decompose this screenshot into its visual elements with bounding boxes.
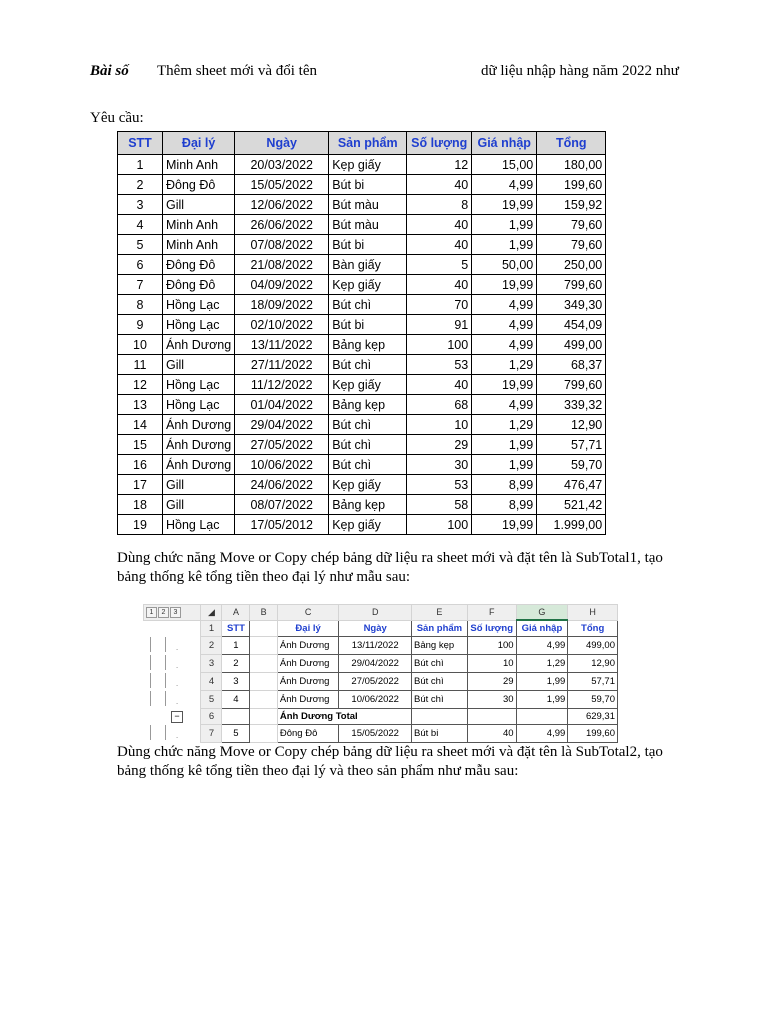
stt-cell: 11: [118, 355, 163, 375]
excel-header-agent[interactable]: Đại lý: [277, 620, 339, 637]
quantity-cell: 40: [407, 235, 472, 255]
product-cell: Kẹp giấy: [329, 155, 407, 175]
quantity-cell: 70: [407, 295, 472, 315]
quantity-cell: 10: [407, 415, 472, 435]
excel-subtotal-sample: [143, 604, 618, 743]
price-cell: 19,99: [472, 195, 537, 215]
quantity-cell: 100: [407, 515, 472, 535]
total-cell: 57,71: [537, 435, 606, 455]
price-cell: 4,99: [472, 295, 537, 315]
product-cell[interactable]: Bút bi: [412, 725, 468, 743]
agent-cell: Gill: [163, 495, 235, 515]
total-cell[interactable]: 12,90: [568, 655, 618, 673]
quantity-cell: 40: [407, 215, 472, 235]
table-row: [118, 255, 606, 275]
header-stt: STT: [118, 132, 163, 155]
agent-cell: Hồng Lạc: [163, 515, 235, 535]
excel-header-product[interactable]: Sản phẩm: [412, 620, 468, 637]
total-cell: 79,60: [537, 235, 606, 255]
total-cell[interactable]: 59,70: [568, 691, 618, 709]
excel-total-row: [144, 709, 618, 725]
date-cell: 29/04/2022: [235, 415, 329, 435]
total-cell: 339,32: [537, 395, 606, 415]
date-cell: 21/08/2022: [235, 255, 329, 275]
instruction-right: dữ liệu nhập hàng năm 2022 như: [481, 63, 679, 79]
product-cell: Kẹp giấy: [329, 475, 407, 495]
header-price: Giá nhập: [472, 132, 537, 155]
quantity-cell: 53: [407, 355, 472, 375]
price-cell[interactable]: 4,99: [516, 637, 568, 655]
col-b-header[interactable]: B: [250, 605, 277, 621]
header-agent: Đại lý: [163, 132, 235, 155]
total-cell[interactable]: 199,60: [568, 725, 618, 743]
table-row: [118, 155, 606, 175]
date-cell[interactable]: 15/05/2022: [339, 725, 412, 743]
stt-cell: 4: [118, 215, 163, 235]
stt-cell: 12: [118, 375, 163, 395]
stt-cell: 6: [118, 255, 163, 275]
agent-cell: Đông Đô: [163, 275, 235, 295]
outline-level-3-button[interactable]: 3: [170, 607, 181, 618]
stt-cell[interactable]: 5: [222, 725, 250, 743]
agent-cell: Gill: [163, 195, 235, 215]
price-cell: 15,00: [472, 155, 537, 175]
stt-cell: 7: [118, 275, 163, 295]
date-cell: 08/07/2022: [235, 495, 329, 515]
product-cell: Bàn giấy: [329, 255, 407, 275]
agent-cell: Gill: [163, 475, 235, 495]
quantity-cell: 30: [407, 455, 472, 475]
stt-cell: 18: [118, 495, 163, 515]
row-number[interactable]: 7: [201, 725, 222, 743]
row-number[interactable]: 1: [201, 620, 222, 637]
product-cell: Kẹp giấy: [329, 515, 407, 535]
agent-cell: Ánh Dương: [163, 335, 235, 355]
quantity-cell: 5: [407, 255, 472, 275]
date-cell: 01/04/2022: [235, 395, 329, 415]
product-cell: Kẹp giấy: [329, 275, 407, 295]
total-cell: 476,47: [537, 475, 606, 495]
agent-cell: Minh Anh: [163, 215, 235, 235]
product-cell: Kẹp giấy: [329, 375, 407, 395]
total-cell: 799,60: [537, 375, 606, 395]
quantity-cell: 12: [407, 155, 472, 175]
stt-cell[interactable]: 2: [222, 655, 250, 673]
date-cell: 17/05/2012: [235, 515, 329, 535]
stt-cell: 19: [118, 515, 163, 535]
date-cell: 04/09/2022: [235, 275, 329, 295]
stt-cell: 13: [118, 395, 163, 415]
total-cell: 79,60: [537, 215, 606, 235]
excel-column-header-row: [144, 605, 618, 621]
product-cell[interactable]: Bút chì: [412, 691, 468, 709]
total-cell: 499,00: [537, 335, 606, 355]
excel-header-stt[interactable]: STT: [222, 620, 250, 637]
col-a-header[interactable]: A: [222, 605, 250, 621]
stt-cell: 16: [118, 455, 163, 475]
quantity-cell: 40: [407, 375, 472, 395]
date-cell: 15/05/2022: [235, 175, 329, 195]
excel-data-row: · 3 2 Ánh Dương 29/04/2022 Bút chì 10 1,29 12,90: [144, 655, 618, 673]
price-cell: 8,99: [472, 475, 537, 495]
outline-level-2-button[interactable]: 2: [158, 607, 169, 618]
collapse-group-icon[interactable]: −: [171, 711, 183, 723]
agent-cell: Ánh Dương: [163, 435, 235, 455]
price-cell: 50,00: [472, 255, 537, 275]
product-cell: Bảng kẹp: [329, 495, 407, 515]
price-cell[interactable]: 1,29: [516, 655, 568, 673]
agent-cell: Ánh Dương: [163, 455, 235, 475]
table-row: [118, 235, 606, 255]
product-cell: Bút chì: [329, 455, 407, 475]
quantity-cell: 40: [407, 175, 472, 195]
stt-cell: 8: [118, 295, 163, 315]
quantity-cell: 53: [407, 475, 472, 495]
exercise-number-label: Bài số: [90, 63, 129, 79]
date-cell: 20/03/2022: [235, 155, 329, 175]
total-cell: 1.999,00: [537, 515, 606, 535]
stt-cell: 5: [118, 235, 163, 255]
price-cell: 1,99: [472, 235, 537, 255]
agent-cell[interactable]: Ánh Dương: [277, 673, 339, 691]
stt-cell: 14: [118, 415, 163, 435]
price-cell: 1,29: [472, 355, 537, 375]
total-cell: 59,70: [537, 455, 606, 475]
total-cell: 799,60: [537, 275, 606, 295]
agent-cell[interactable]: Ánh Dương: [277, 655, 339, 673]
table-row: [118, 455, 606, 475]
product-cell: Bút bi: [329, 175, 407, 195]
table-row: [118, 315, 606, 335]
row-number[interactable]: 2: [201, 637, 222, 655]
quantity-cell: 29: [407, 435, 472, 455]
outline-level-1-button[interactable]: 1: [146, 607, 157, 618]
table-row: [118, 195, 606, 215]
price-cell: 1,29: [472, 415, 537, 435]
price-cell: 1,99: [472, 215, 537, 235]
excel-header-total[interactable]: Tổng: [568, 620, 618, 637]
product-cell[interactable]: Bảng kẹp: [412, 637, 468, 655]
price-cell[interactable]: 1,99: [516, 691, 568, 709]
total-cell[interactable]: 57,71: [568, 673, 618, 691]
price-cell[interactable]: 1,99: [516, 673, 568, 691]
excel-data-row: · 5 4 Ánh Dương 10/06/2022 Bút chì 30 1,99 59,70: [144, 691, 618, 709]
date-cell: 11/12/2022: [235, 375, 329, 395]
total-cell: 180,00: [537, 155, 606, 175]
product-cell: Bút màu: [329, 215, 407, 235]
agent-cell: Minh Anh: [163, 155, 235, 175]
quantity-cell[interactable]: 40: [467, 725, 516, 743]
product-cell: Bút màu: [329, 195, 407, 215]
quantity-cell[interactable]: 30: [467, 691, 516, 709]
product-cell[interactable]: Bút chì: [412, 655, 468, 673]
stt-cell[interactable]: 1: [222, 637, 250, 655]
date-cell: 24/06/2022: [235, 475, 329, 495]
date-cell[interactable]: 29/04/2022: [339, 655, 412, 673]
stt-cell: 9: [118, 315, 163, 335]
excel-header-date[interactable]: Ngày: [339, 620, 412, 637]
table-body: [118, 155, 606, 535]
stt-cell: 15: [118, 435, 163, 455]
col-h-header[interactable]: H: [568, 605, 618, 621]
excel-header-price[interactable]: Giá nhập: [516, 620, 568, 637]
stt-cell: 2: [118, 175, 163, 195]
product-cell: Bảng kẹp: [329, 335, 407, 355]
product-cell: Bút bi: [329, 315, 407, 335]
quantity-cell[interactable]: 10: [467, 655, 516, 673]
date-cell[interactable]: 13/11/2022: [339, 637, 412, 655]
agent-cell: Minh Anh: [163, 235, 235, 255]
row-number[interactable]: 5: [201, 691, 222, 709]
table-row: [118, 475, 606, 495]
product-cell: Bút bi: [329, 235, 407, 255]
agent-cell: Đông Đô: [163, 175, 235, 195]
product-cell: Bút chì: [329, 295, 407, 315]
price-cell: 4,99: [472, 395, 537, 415]
price-cell: 4,99: [472, 335, 537, 355]
stt-cell[interactable]: 3: [222, 673, 250, 691]
quantity-cell: 58: [407, 495, 472, 515]
quantity-cell: 40: [407, 275, 472, 295]
date-cell: 07/08/2022: [235, 235, 329, 255]
col-d-header[interactable]: D: [339, 605, 412, 621]
quantity-cell[interactable]: 100: [467, 637, 516, 655]
total-cell: 349,30: [537, 295, 606, 315]
date-cell: 27/05/2022: [235, 435, 329, 455]
group-total-label[interactable]: Ánh Dương Total: [277, 709, 411, 725]
price-cell[interactable]: 4,99: [516, 725, 568, 743]
table-row: [118, 355, 606, 375]
price-cell: 19,99: [472, 275, 537, 295]
paragraph1-line1: Dùng chức năng Move or Copy chép bảng dữ liệu ra sheet mới và đặt tên là SubTotal1, tạo: [117, 550, 663, 566]
stt-cell: 3: [118, 195, 163, 215]
total-cell[interactable]: 499,00: [568, 637, 618, 655]
table-row: [118, 495, 606, 515]
header-product: Sản phẩm: [329, 132, 407, 155]
date-cell: 12/06/2022: [235, 195, 329, 215]
total-cell: 159,92: [537, 195, 606, 215]
product-cell: Bút chì: [329, 435, 407, 455]
group-total-value[interactable]: 629,31: [568, 709, 618, 725]
product-cell: Bảng kẹp: [329, 395, 407, 415]
total-cell: 12,90: [537, 415, 606, 435]
header-date: Ngày: [235, 132, 329, 155]
price-cell: 4,99: [472, 175, 537, 195]
outline-level-buttons: [144, 605, 201, 621]
price-cell: 1,99: [472, 435, 537, 455]
product-cell: Bút chì: [329, 415, 407, 435]
col-g-header[interactable]: G: [516, 605, 568, 621]
price-cell: 8,99: [472, 495, 537, 515]
excel-data-row: · 2 1 Ánh Dương 13/11/2022 Bảng kẹp 100 4,99 499,00: [144, 637, 618, 655]
table-header-row: [118, 132, 606, 155]
quantity-cell[interactable]: 29: [467, 673, 516, 691]
header-quantity: Số lượng: [407, 132, 472, 155]
total-cell: 454,09: [537, 315, 606, 335]
agent-cell: Ánh Dương: [163, 415, 235, 435]
price-cell: 1,99: [472, 455, 537, 475]
table-row: [118, 175, 606, 195]
paragraph2-line2: bảng thống kê tổng tiền theo đại lý và theo sản phẩm như mẫu sau:: [117, 763, 519, 779]
excel-data-row: · 4 3 Ánh Dương 27/05/2022 Bút chì 29 1,99 57,71: [144, 673, 618, 691]
date-cell: 10/06/2022: [235, 455, 329, 475]
date-cell: 26/06/2022: [235, 215, 329, 235]
date-cell[interactable]: 27/05/2022: [339, 673, 412, 691]
agent-cell: Hồng Lạc: [163, 315, 235, 335]
table-row: [118, 375, 606, 395]
stt-cell: 10: [118, 335, 163, 355]
quantity-cell: 8: [407, 195, 472, 215]
agent-cell: Hồng Lạc: [163, 375, 235, 395]
select-all-corner[interactable]: ◢: [201, 605, 222, 621]
table-row: [118, 335, 606, 355]
date-cell: 18/09/2022: [235, 295, 329, 315]
excel-data-row: · 7 5 Đông Đô 15/05/2022 Bút bi 40 4,99 199,60: [144, 725, 618, 743]
row-number[interactable]: 3: [201, 655, 222, 673]
excel-header-quantity[interactable]: Số lượng: [467, 620, 516, 637]
product-cell: Bút chì: [329, 355, 407, 375]
purchase-data-table: [117, 131, 606, 535]
agent-cell: Hồng Lạc: [163, 295, 235, 315]
stt-cell: 17: [118, 475, 163, 495]
agent-cell[interactable]: Ánh Dương: [277, 637, 339, 655]
agent-cell: Hồng Lạc: [163, 395, 235, 415]
agent-cell[interactable]: Ánh Dương: [277, 691, 339, 709]
agent-cell[interactable]: Đông Đô: [277, 725, 339, 743]
date-cell: 13/11/2022: [235, 335, 329, 355]
agent-cell: Gill: [163, 355, 235, 375]
stt-cell[interactable]: 4: [222, 691, 250, 709]
total-cell: 521,42: [537, 495, 606, 515]
table-row: [118, 215, 606, 235]
total-cell: 68,37: [537, 355, 606, 375]
header-total: Tổng: [537, 132, 606, 155]
instruction-left: Thêm sheet mới và đổi tên: [157, 63, 317, 79]
quantity-cell: 91: [407, 315, 472, 335]
stt-cell: 1: [118, 155, 163, 175]
paragraph1-line2: bảng thống kê tổng tiền theo đại lý như mẫu sau:: [117, 569, 411, 585]
col-f-header[interactable]: F: [467, 605, 516, 621]
date-cell[interactable]: 10/06/2022: [339, 691, 412, 709]
table-row: [118, 295, 606, 315]
product-cell[interactable]: Bút chì: [412, 673, 468, 691]
table-row: [118, 275, 606, 295]
agent-cell: Đông Đô: [163, 255, 235, 275]
price-cell: 19,99: [472, 515, 537, 535]
row-number[interactable]: 6: [201, 709, 222, 725]
table-row: [118, 515, 606, 535]
row-number[interactable]: 4: [201, 673, 222, 691]
quantity-cell: 68: [407, 395, 472, 415]
col-c-header[interactable]: C: [277, 605, 339, 621]
date-cell: 27/11/2022: [235, 355, 329, 375]
price-cell: 19,99: [472, 375, 537, 395]
col-e-header[interactable]: E: [412, 605, 468, 621]
excel-header-row: [144, 620, 618, 637]
total-cell: 250,00: [537, 255, 606, 275]
table-row: [118, 395, 606, 415]
table-row: [118, 415, 606, 435]
quantity-cell: 100: [407, 335, 472, 355]
table-row: [118, 435, 606, 455]
requirement-label: Yêu cầu:: [90, 110, 144, 126]
paragraph2-line1: Dùng chức năng Move or Copy chép bảng dữ liệu ra sheet mới và đặt tên là SubTotal2, tạo: [117, 744, 663, 760]
date-cell: 02/10/2022: [235, 315, 329, 335]
total-cell: 199,60: [537, 175, 606, 195]
price-cell: 4,99: [472, 315, 537, 335]
